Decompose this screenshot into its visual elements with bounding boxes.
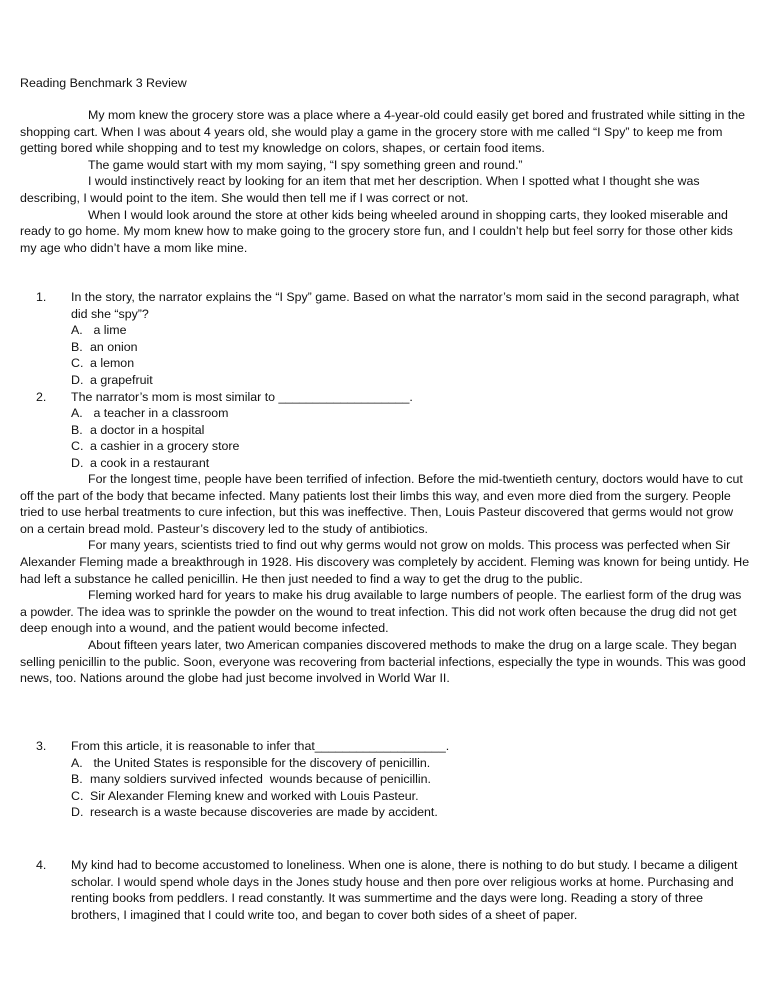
option-text: Sir Alexander Fleming knew and worked with Louis Pasteur. xyxy=(90,788,419,803)
option-text: a grapefruit xyxy=(90,372,153,387)
option-text: an onion xyxy=(90,339,138,354)
question-group-1 xyxy=(20,289,750,472)
question-number: 2. xyxy=(36,389,47,404)
passage-grocery-store xyxy=(20,107,750,256)
page-title: Reading Benchmark 3 Review xyxy=(20,76,187,90)
question-text: My kind had to become accustomed to loneliness. When one is alone, there is nothing to do but study. I became a diligent scholar. I would spend whole days in the Jones study house and then pore over religious works at home. Purchasing and renting books from peddlers. I read constantly. It was summertime and the days were long. Reading a story of three brothers, I imagined that I could write too, and began to cover both sides of a sheet of paper. xyxy=(71,858,738,922)
option-text: a cook in a restaurant xyxy=(90,455,210,470)
paragraph: About fifteen years later, two American companies discovered methods to make the drug on a large scale. They began selling penicillin to the public. Soon, everyone was recovering from bacterial infections, especially the type in wounds. This was good news, too. Nations around the globe had just become involved in World War II. xyxy=(20,637,746,686)
question-3 xyxy=(20,738,750,821)
answer-option xyxy=(71,355,750,372)
option-letter: D. xyxy=(71,805,84,820)
option-text: a lime xyxy=(90,323,127,338)
question-number: 1. xyxy=(36,290,47,304)
answer-option xyxy=(71,438,750,455)
option-letter: A. xyxy=(71,323,83,338)
question-4 xyxy=(20,857,750,923)
answer-option xyxy=(71,322,750,339)
answer-option xyxy=(71,455,750,472)
option-letter: D. xyxy=(71,372,84,387)
option-letter: C. xyxy=(71,788,84,803)
question-number: 4. xyxy=(36,858,47,872)
option-letter: A. xyxy=(71,406,83,421)
option-letter: C. xyxy=(71,439,84,454)
answer-option xyxy=(71,804,750,821)
answer-option xyxy=(71,339,750,356)
option-text: research is a waste because discoveries are made by accident. xyxy=(90,805,438,820)
answer-option xyxy=(71,422,750,439)
option-letter: B. xyxy=(71,422,83,437)
paragraph: The game would start with my mom saying, “I spy something green and round.” xyxy=(88,157,523,172)
answer-option xyxy=(71,405,750,422)
option-text: the United States is responsible for the discovery of penicillin. xyxy=(90,755,431,770)
option-letter: B. xyxy=(71,339,83,354)
question-number: 3. xyxy=(36,739,47,753)
option-text: a doctor in a hospital xyxy=(90,422,205,437)
option-text: many soldiers survived infected wounds because of penicillin. xyxy=(90,772,431,787)
question-1 xyxy=(20,289,750,389)
option-letter: A. xyxy=(71,755,83,770)
answer-option xyxy=(71,788,750,805)
paragraph: For many years, scientists tried to find out why germs would not grow on molds. This process was perfected when Sir Alexander Fleming made a breakthrough in 1928. His discovery was completely by accident. Fleming was known for being untidy. He had left a substance he called penicillin. He then just needed to find a way to get the drug to the public. xyxy=(20,538,750,586)
question-2 xyxy=(20,389,750,472)
answer-option xyxy=(71,755,750,772)
paragraph: I would instinctively react by looking for an item that met her description. When I spotted what I thought she was describing, I would point to the item. She would then tell me if I was correct or not. xyxy=(20,174,700,205)
answer-option xyxy=(71,372,750,389)
paragraph: Fleming worked hard for years to make his drug available to large numbers of people. The earliest form of the drug was a powder. The idea was to sprinkle the powder on the wound to treat infection. This did not work often because the drug did not get deep enough into a wound, and the patient would become infected. xyxy=(20,588,742,636)
option-text: a lemon xyxy=(90,356,135,371)
question-text: The narrator’s mom is most similar to ___________________. xyxy=(71,389,413,404)
passage-penicillin xyxy=(20,471,750,687)
option-text: a teacher in a classroom xyxy=(90,406,229,421)
paragraph: For the longest time, people have been terrified of infection. Before the mid-twentieth century, doctors would have to cut off the part of the body that became infected. Many patients lost their limbs this way, and even more died from the surgery. People tried to use herbal treatments to cure infection, but this was ineffective. Then, Louis Pasteur discovered that germs would not grow on a certain bread mold. Pasteur’s discovery led to the study of antibiotics. xyxy=(20,472,743,536)
option-text: a cashier in a grocery store xyxy=(90,439,240,454)
question-text: From this article, it is reasonable to infer that___________________. xyxy=(71,739,450,753)
paragraph: When I would look around the store at other kids being wheeled around in shopping carts, they looked miserable and ready to go home. My mom knew how to make going to the grocery store fun, and I couldn’t help but feel sorry for those other kids my age who didn’t have a mom like mine. xyxy=(20,207,733,255)
answer-option xyxy=(71,771,750,788)
question-text: In the story, the narrator explains the “I Spy” game. Based on what the narrator’s mom said in the second paragraph, what did she “spy”? xyxy=(71,290,740,321)
option-letter: C. xyxy=(71,356,84,371)
option-letter: D. xyxy=(71,455,84,470)
option-letter: B. xyxy=(71,772,83,787)
paragraph: My mom knew the grocery store was a place where a 4-year-old could easily get bored and frustrated while sitting in the shopping cart. When I was about 4 years old, she would play a game in the grocery store with me called “I Spy” to keep me from getting bored while shopping and to test my knowledge on colors, shapes, or certain food items. xyxy=(20,108,746,156)
